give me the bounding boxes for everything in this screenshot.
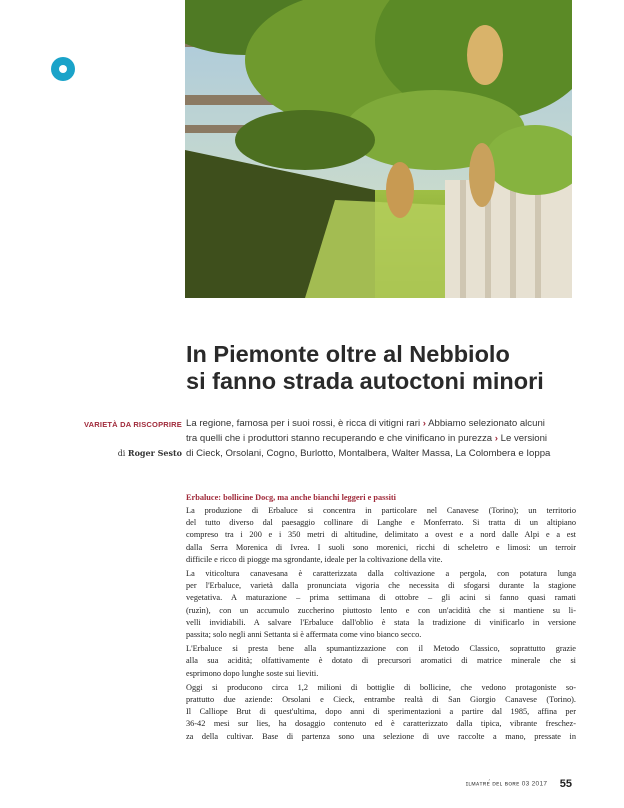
text-line: compreso tra i 200 e i 350 metri di altitudine, delimitato a ovest e a nord dalle Alpi e a est [186, 530, 576, 540]
arrow-icon: › [494, 433, 498, 444]
text-line: difficile e ricco di piogge ma sgrondante, ideale per la coltivazione della vite. [186, 554, 443, 564]
vineyard-photo [185, 0, 572, 298]
text-line: dalla Serra Morenica di Ivrea. I suoli sono morenici, ricchi di scheletro e limosi: un terroir [186, 542, 576, 552]
section-subhead: Erbaluce: bollicine Docg, ma anche bianchi leggeri e passiti [186, 493, 396, 502]
headline-line-1: In Piemonte oltre al Nebbiolo [186, 341, 510, 367]
section-kicker: VARIETÀ DA RISCOPRIRE [84, 420, 182, 429]
text-line: passita; solo negli anni Settanta si è affermata come vino bianco secco. [186, 630, 422, 640]
headline-line-2: si fanno strada autoctoni minori [186, 368, 544, 394]
text-line: za della cultivar. Base di partenza sono una selezione di uve raccolte a mano, pressate in [186, 731, 576, 741]
text-line: L'Erbaluce si presta bene alla spumantizzazione con il Metodo Classico, soprattutto grazie [186, 644, 576, 654]
section-marker-icon [51, 57, 75, 81]
text-line: velli invidiabili. A salvare l'Erbaluce dall'oblio è stata la tradizione di vinificarlo in versione [186, 617, 576, 627]
text-line: del tutto diverso dal paesaggio collinare di Langhe e Monferrato. Si tratta di un altipiano [186, 518, 576, 528]
text-line: alla sua acidità; olfattivamente è dotato di precursori aromatici di matrice minerale che si [186, 656, 576, 666]
text-line: prattutto due aziende: Orsolani e Cieck, entrambe realtà di San Giorgio Canavese (Torino). [186, 695, 576, 705]
text-line: (ruzìn), con un accumulo zuccherino piuttosto lento e con un'acidità che si mantiene su li- [186, 605, 576, 615]
article-body [186, 505, 576, 745]
headline [186, 341, 586, 395]
deck-line-1: La regione, famosa per i suoi rossi, è ricca di vitigni rari › Abbiamo selezionato alcuni [186, 418, 545, 429]
text-line: Oggi si producono circa 1,2 milioni di bottiglie di bollicine, che vedono protagoniste so- [186, 682, 576, 692]
text-line: La produzione di Erbaluce si concentra in particolare nel Canavese (Torino); un territorio [186, 506, 576, 515]
page-number: 55 [559, 777, 572, 790]
text-line: Il Calliope Brut di quest'ultima, dopo anni di sperimentazioni a partire dal 1985, affina per [186, 707, 576, 717]
byline-prefix: di [117, 449, 126, 458]
text-line: vegetativa. A maturazione – prima settimana di ottobre – gli acini si fanno quasi ramati [186, 593, 576, 603]
deck-line-3: di Cieck, Orsolani, Cogno, Burlotto, Montalbera, Walter Massa, La Colombera e Ioppa [186, 448, 551, 459]
arrow-icon: › [422, 418, 426, 429]
page-footer [466, 775, 572, 793]
deck-summary [186, 416, 576, 461]
author-name: Roger Sesto [127, 448, 182, 458]
magazine-issue: ɪʟᴍᴀᴛʀᴇ́ ᴅᴇʟ ʙᴏʀᴇ 03 2017 [465, 780, 548, 788]
paragraph [186, 505, 576, 566]
text-line: per l'Erbaluce, varietà dalla pronunciata vigoria che necessita di sfogarsi durante la stagione [186, 581, 576, 591]
text-line: esprimono dopo lunghe soste sui lieviti. [186, 668, 319, 678]
paragraph [186, 643, 576, 680]
deck-line-2: tra quelli che i produttori stanno recuperando e che vinificano in purezza › Le versioni [186, 433, 548, 444]
text-line: 36-42 mesi sur lies, ha dosaggio contenuto ed è caratterizzato dalla tipica, vibrante freschez- [186, 719, 576, 729]
paragraph [186, 568, 576, 641]
text-line: La viticoltura canavesana è caratterizzata dalla coltivazione a pergola, con potatura lunga [186, 569, 576, 579]
byline [66, 448, 182, 458]
paragraph [186, 682, 576, 743]
